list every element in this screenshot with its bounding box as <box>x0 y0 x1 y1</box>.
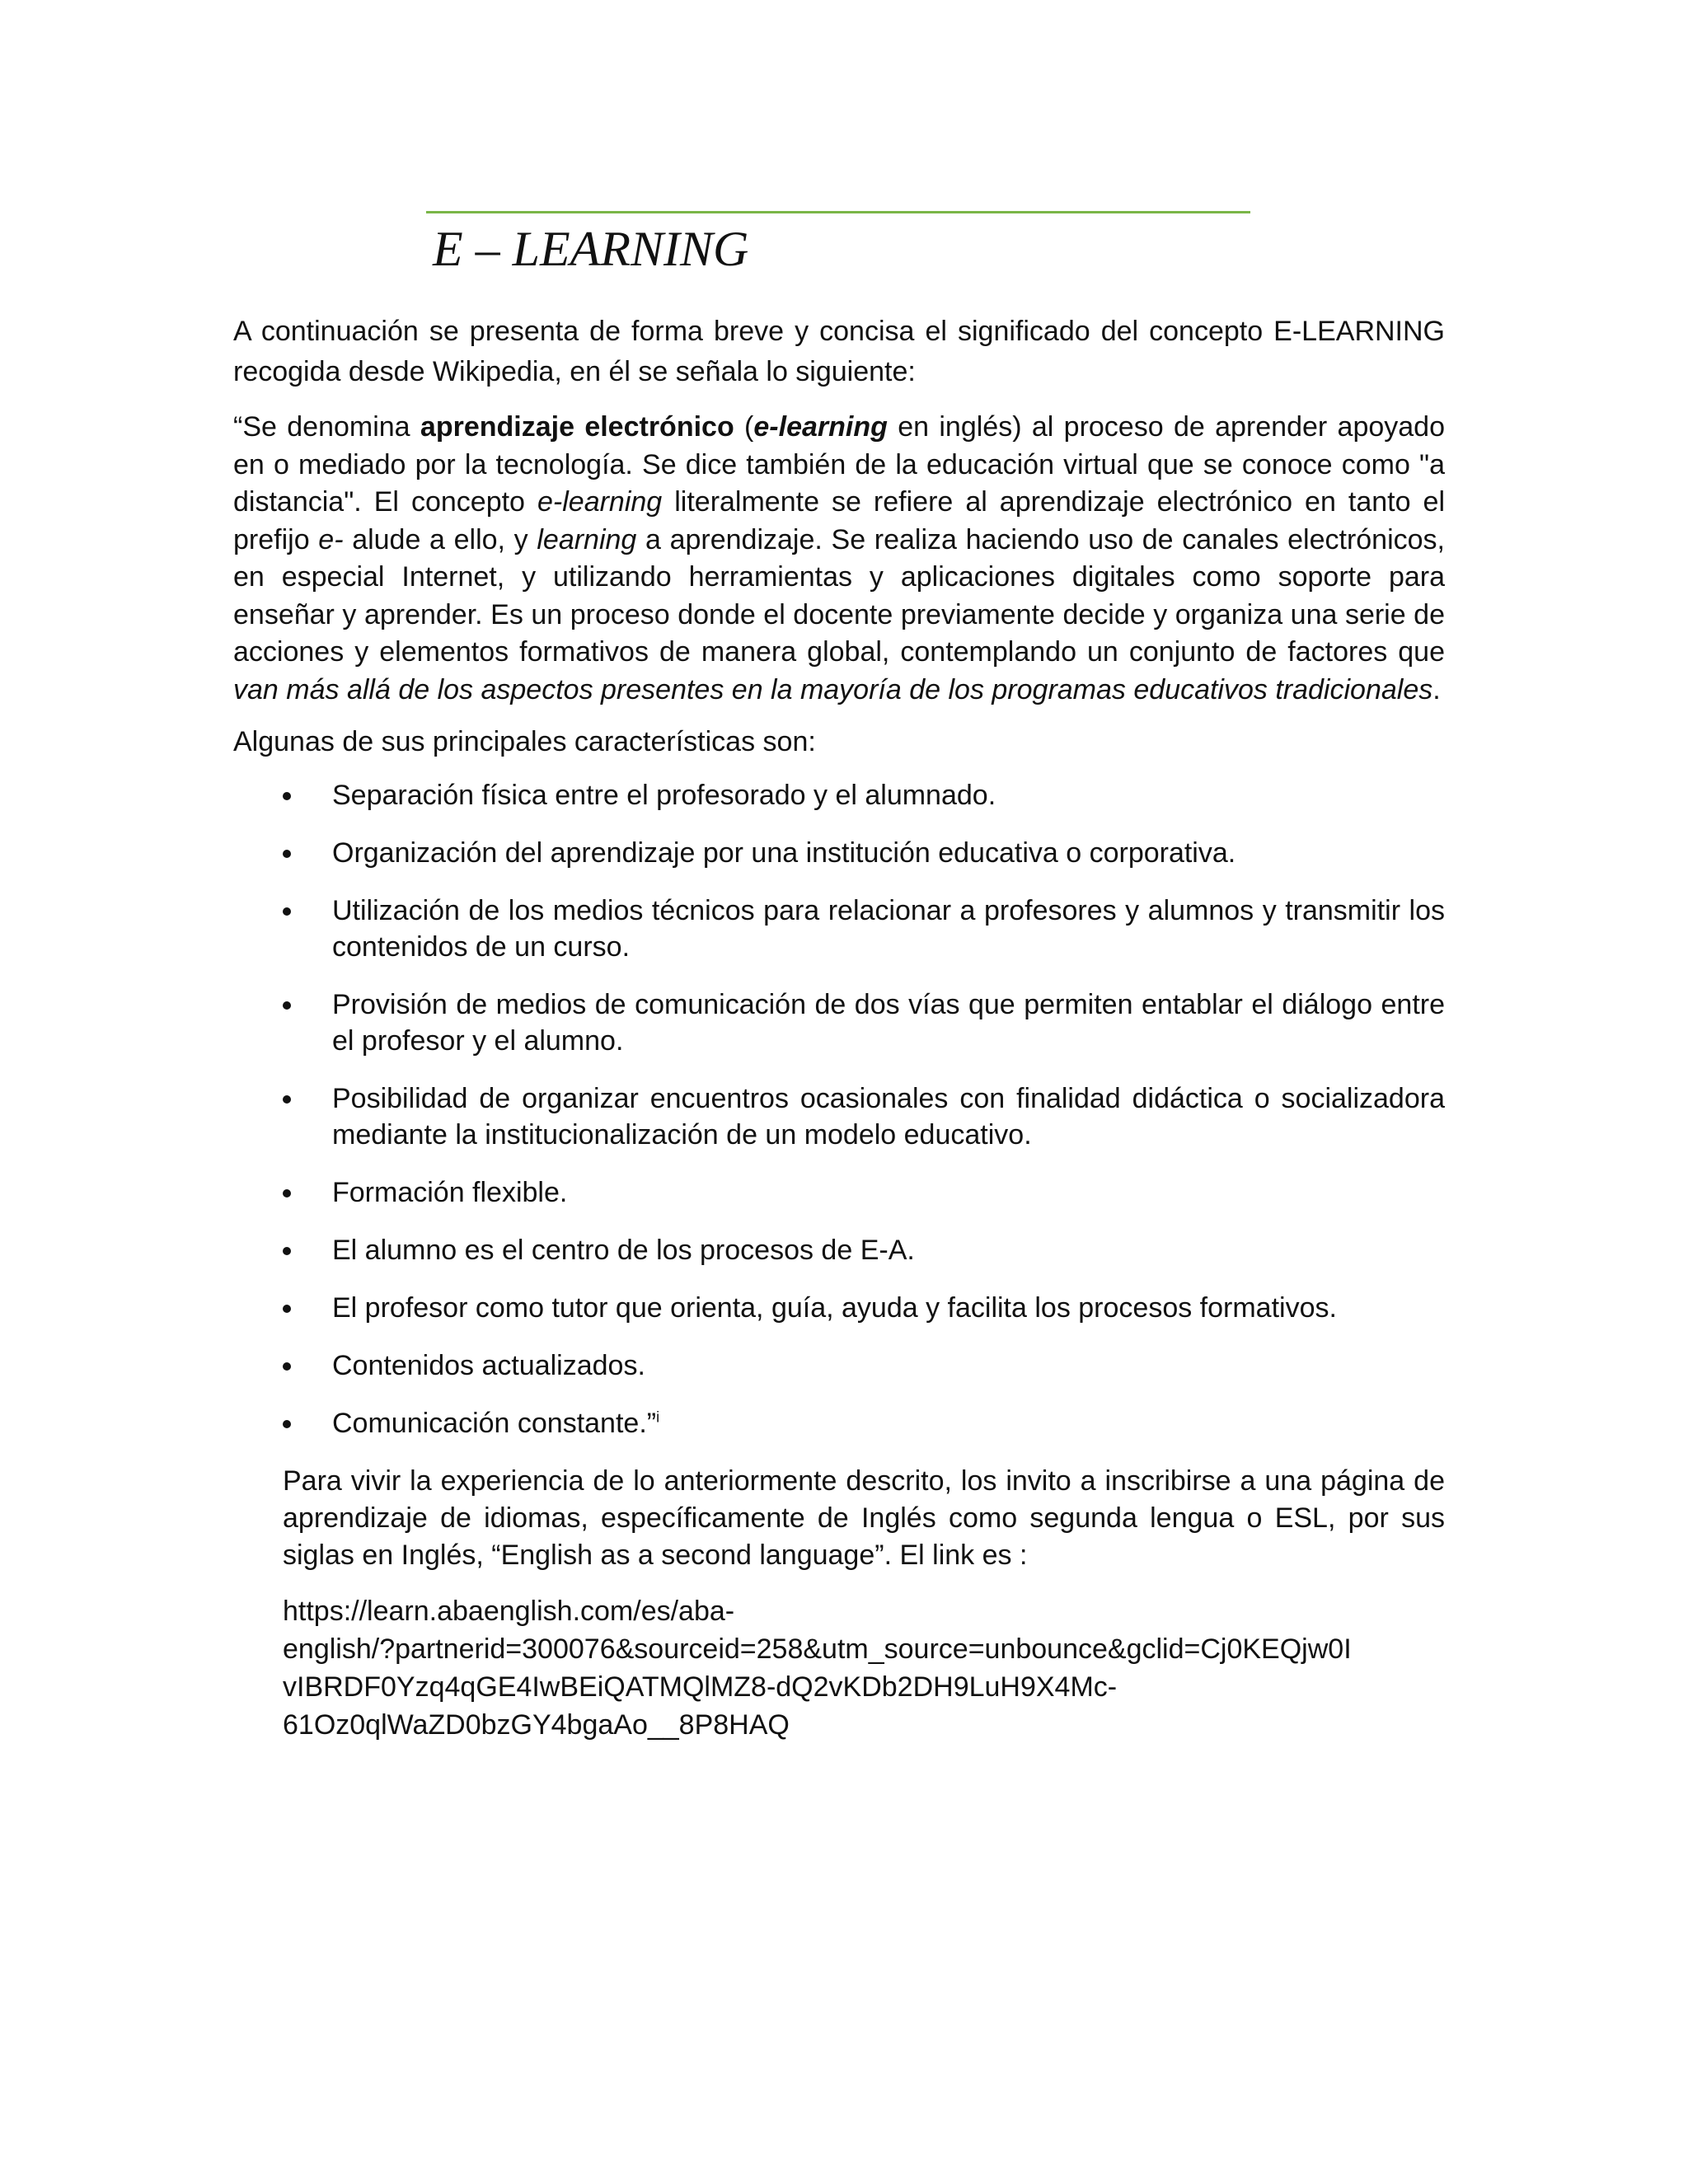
link-line[interactable]: https://learn.abaenglish.com/es/aba- <box>283 1596 735 1627</box>
quote-text: ( <box>734 411 754 443</box>
list-item <box>233 835 1445 871</box>
list-item <box>233 1347 1445 1384</box>
quote-italic: learning <box>537 523 637 555</box>
list-item-text: Posibilidad de organizar encuentros ocasionales con finalidad didáctica o socializadora mediante la institucionalización de un modelo educativo. <box>332 1083 1445 1151</box>
course-link[interactable] <box>283 1592 1445 1744</box>
list-item-text: Formación flexible. <box>332 1177 568 1208</box>
bullet-icon <box>283 1001 291 1010</box>
intro-paragraph: A continuación se presenta de forma breve y concisa el significado del concepto E-LEARNING recogida desde Wikipedia, en él se señala lo siguiente: <box>233 316 1445 387</box>
page-title: E – LEARNING <box>433 222 749 276</box>
bullet-icon <box>283 850 291 858</box>
list-item <box>233 1080 1445 1153</box>
features-list <box>233 777 1445 1441</box>
quote-italic: van más allá de los aspectos presentes en la mayoría de los programas educativos tradicionales <box>233 673 1433 705</box>
list-item <box>233 987 1445 1059</box>
footnote-marker[interactable]: i <box>656 1408 660 1426</box>
link-line[interactable]: english/?partnerid=300076&sourceid=258&utm_source=unbounce&gclid=Cj0KEQjw0I <box>283 1633 1352 1665</box>
link-line[interactable]: 61Oz0qlWaZD0bzGY4bgaAo__8P8HAQ <box>283 1709 790 1741</box>
quote-text: “Se denomina <box>233 411 420 443</box>
title-rule <box>426 211 1250 213</box>
list-item <box>233 1290 1445 1326</box>
list-item-text: Utilización de los medios técnicos para relacionar a profesores y alumnos y transmitir los contenidos de un curso. <box>332 895 1445 963</box>
bullet-icon <box>283 1362 291 1371</box>
closing-paragraph: Para vivir la experiencia de lo anteriormente descrito, los invito a inscribirse a una página de aprendizaje de idiomas, específicamente de Inglés como segunda lengua o ESL, por sus siglas en Inglés, “English as a second language”. El link es : <box>283 1465 1445 1571</box>
quote-text: . <box>1432 673 1441 705</box>
bullet-icon <box>283 1189 291 1197</box>
document-body <box>233 312 1445 1744</box>
list-item-text: Organización del aprendizaje por una institución educativa o corporativa. <box>332 837 1236 869</box>
list-item-text: El alumno es el centro de los procesos de E-A. <box>332 1235 915 1266</box>
quote-text: a aprendizaje. Se realiza haciendo uso de canales electrónicos, en especial Internet, y utilizando herramientas y aplicaciones digitales como soporte para enseñar y aprender. Es un proceso donde el docente previamente decide y organiza una serie de acciones y elementos formativos de manera global, contemplando un conjunto de factores que <box>233 523 1445 668</box>
list-item <box>233 1232 1445 1268</box>
bullet-icon <box>283 1420 291 1428</box>
bullet-icon <box>283 1095 291 1104</box>
link-line[interactable]: vIBRDF0Yzq4qGE4IwBEiQATMQlMZ8-dQ2vKDb2DH9LuH9X4Mc- <box>283 1671 1118 1703</box>
quote-text: literalmente se refiere al aprendizaje electrónico en tanto el prefijo <box>233 486 1445 555</box>
quote-term-bold: aprendizaje electrónico <box>420 411 734 443</box>
bullet-icon <box>283 1305 291 1313</box>
list-item <box>233 1405 1445 1441</box>
features-heading: Algunas de sus principales características son: <box>233 726 816 757</box>
quote-text: en inglés) al proceso de aprender apoyado en o mediado por la tecnología. Se dice también de la educación virtual que se conoce como "a distancia". El concepto <box>233 411 1445 518</box>
quote-italic: e- <box>318 523 344 555</box>
wikipedia-quote <box>233 409 1445 709</box>
list-item <box>233 893 1445 965</box>
list-item <box>233 1174 1445 1211</box>
list-item-text: Provisión de medios de comunicación de dos vías que permiten entablar el diálogo entre el profesor y el alumno. <box>332 989 1445 1057</box>
quote-italic: e-learning <box>537 486 663 518</box>
list-item-text: Contenidos actualizados. <box>332 1350 645 1381</box>
quote-text: alude a ello, y <box>343 523 537 555</box>
bullet-icon <box>283 792 291 800</box>
bullet-icon <box>283 1247 291 1255</box>
list-item <box>233 777 1445 813</box>
list-item-text: Separación física entre el profesorado y el alumnado. <box>332 780 996 811</box>
quote-term-bold-italic: e-learning <box>753 411 888 443</box>
list-item-text: Comunicación constante.” <box>332 1408 657 1439</box>
bullet-icon <box>283 907 291 916</box>
list-item-text: El profesor como tutor que orienta, guía, ayuda y facilita los procesos formativos. <box>332 1292 1337 1324</box>
